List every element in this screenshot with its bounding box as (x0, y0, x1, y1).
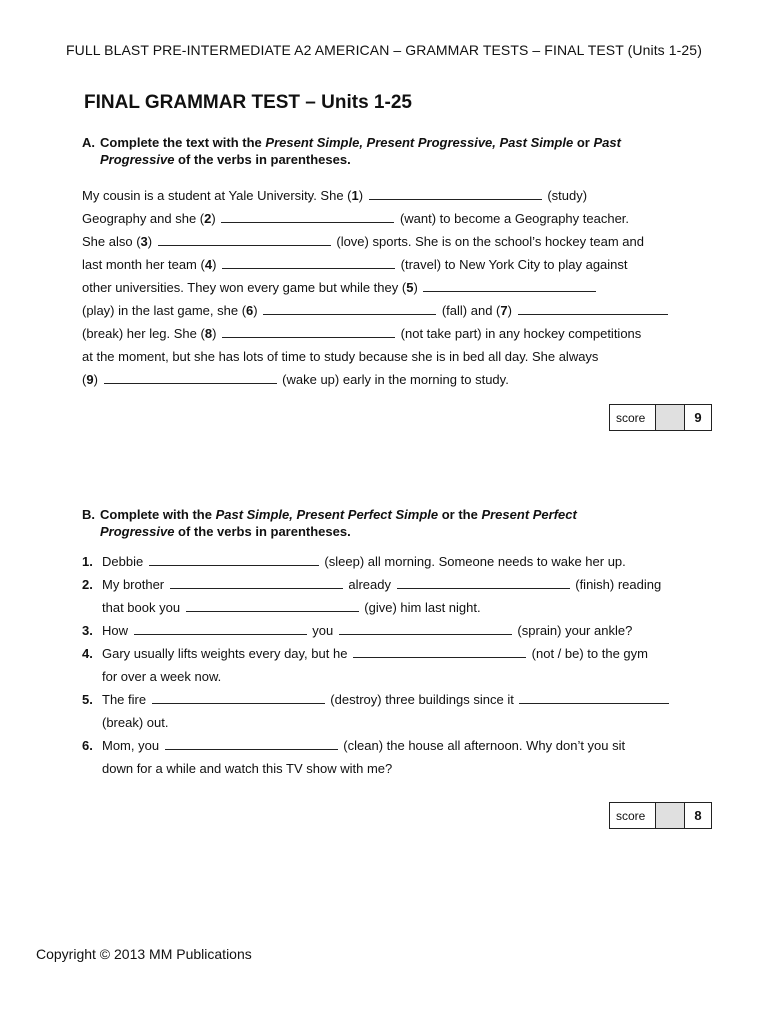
answer-blank-2[interactable] (221, 209, 394, 223)
answer-blank-7[interactable] (518, 301, 668, 315)
text-line: (play) in the last game, she (6) (fall) and (7) (82, 299, 722, 322)
list-item-continued: down for a while and watch this TV show with me? (102, 761, 393, 776)
score-box-b (609, 802, 712, 829)
section-b-instructions: B. Complete with the Past Simple, Present Perfect Simple or the Present Perfect Progressive of the verbs in parentheses. (82, 507, 577, 539)
score-max: 9 (694, 410, 702, 425)
text-line: She also (3) (love) sports. She is on the school’s hockey team and (82, 234, 644, 249)
copyright-footer: Copyright © 2013 MM Publications (36, 946, 252, 962)
list-item: 6. Mom, you (clean) the house all afternoon. Why don’t you sit (82, 738, 626, 753)
section-a-text (82, 184, 722, 391)
page-title: FINAL GRAMMAR TEST – Units 1-25 (84, 92, 412, 113)
answer-blank-b2b[interactable] (397, 575, 570, 589)
answer-blank-4[interactable] (222, 255, 395, 269)
answer-blank-b2a[interactable] (170, 575, 343, 589)
list-item: 3. How you (sprain) your ankle? (82, 623, 633, 638)
list-item-continued: that book you (give) him last night. (102, 600, 481, 615)
answer-blank-9[interactable] (104, 370, 277, 384)
answer-blank-5[interactable] (423, 278, 596, 292)
text-line: My cousin is a student at Yale University. She (1) (study) (82, 188, 588, 203)
answer-blank-b6[interactable] (165, 736, 338, 750)
page-header: FULL BLAST PRE-INTERMEDIATE A2 AMERICAN – GRAMMAR TESTS – FINAL TEST (Units 1-25) (66, 42, 702, 58)
answer-blank-b4[interactable] (353, 644, 526, 658)
score-label: score (610, 803, 656, 828)
score-box-a (609, 404, 712, 431)
text-line: (9) (wake up) early in the morning to study. (82, 372, 509, 387)
answer-blank-b5b[interactable] (519, 690, 669, 704)
text-line: at the moment, but she has lots of time to study because she is in bed all day. She always (82, 349, 599, 364)
answer-blank-b5a[interactable] (152, 690, 325, 704)
score-max: 8 (694, 808, 702, 823)
list-item-continued: (break) out. (102, 715, 169, 730)
section-a-instructions: A. Complete the text with the Present Simple, Present Progressive, Past Simple or Past Progressive of the verbs in parentheses. (82, 135, 621, 167)
section-a-letter: A. (82, 135, 95, 150)
score-label: score (610, 405, 656, 430)
section-b-items (82, 550, 722, 780)
answer-blank-6[interactable] (263, 301, 436, 315)
list-item: 2. My brother already (finish) reading (82, 577, 662, 592)
score-input[interactable] (656, 405, 685, 430)
list-item: 5. The fire (destroy) three buildings since it (82, 688, 722, 711)
answer-blank-b2c[interactable] (186, 598, 359, 612)
answer-blank-b1[interactable] (149, 552, 319, 566)
answer-blank-8[interactable] (222, 324, 395, 338)
score-input[interactable] (656, 803, 685, 828)
list-item: 4. Gary usually lifts weights every day, but he (not / be) to the gym (82, 646, 648, 661)
text-line: (break) her leg. She (8) (not take part) in any hockey competitions (82, 326, 642, 341)
section-b-letter: B. (82, 507, 95, 522)
answer-blank-b3a[interactable] (134, 621, 307, 635)
answer-blank-3[interactable] (158, 232, 331, 246)
answer-blank-1[interactable] (369, 186, 542, 200)
list-item-continued: for over a week now. (102, 669, 222, 684)
text-line: last month her team (4) (travel) to New York City to play against (82, 257, 628, 272)
text-line: Geography and she (2) (want) to become a Geography teacher. (82, 211, 630, 226)
answer-blank-b3b[interactable] (339, 621, 512, 635)
text-line: other universities. They won every game but while they (5) (82, 276, 722, 299)
list-item: 1. Debbie (sleep) all morning. Someone needs to wake her up. (82, 554, 626, 569)
